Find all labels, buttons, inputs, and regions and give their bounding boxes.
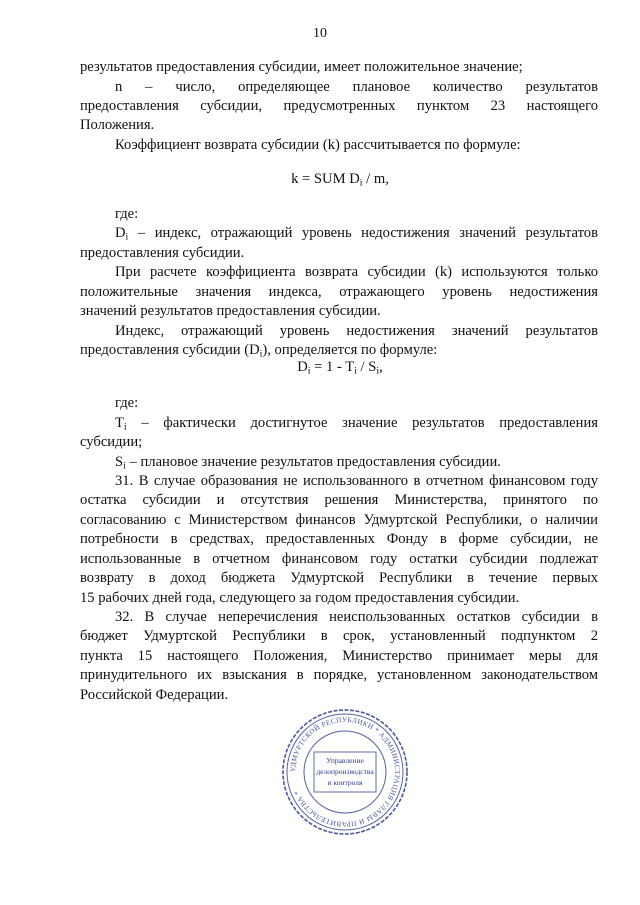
text-line: принудительного их взыскания в порядке, установленном законодательством bbox=[80, 667, 598, 683]
text-line: Индекс, отражающий уровень недостижения значений результатов bbox=[115, 323, 598, 339]
text-fragment: – индекс, отражающий уровень недостижения значений результатов bbox=[128, 225, 598, 241]
official-seal-stamp bbox=[281, 708, 409, 836]
text-line: согласованию с Министерством финансов Удмуртской Республики, о наличии bbox=[80, 512, 598, 528]
text-line: где: bbox=[115, 395, 139, 411]
text-line: остатка субсидии и отсутствия решения Министерства, принятого по bbox=[80, 492, 598, 508]
text-line bbox=[115, 414, 598, 436]
text-line: Коэффициент возврата субсидии (k) рассчитывается по формуле: bbox=[115, 137, 521, 153]
symbol-sub: i bbox=[123, 460, 126, 472]
page-number: 10 bbox=[313, 26, 327, 41]
text-line: 32. В случае неперечисления неиспользованных остатков субсидии в bbox=[115, 609, 598, 625]
text-line: При расчете коэффициента возврата субсидии (k) используются только bbox=[115, 264, 598, 280]
seal-center-line-1: Управление bbox=[326, 756, 364, 765]
text-line: возврату в доход бюджета Удмуртской Республики в течение первых bbox=[80, 570, 598, 586]
formula-d-mid: / S bbox=[356, 359, 377, 375]
formula-k bbox=[0, 170, 640, 192]
formula-d-post: , bbox=[379, 359, 383, 375]
text-line: потребности в средствах, предоставленных Фонду в форме субсидии, не bbox=[80, 531, 598, 547]
text-line: n – число, определяющее плановое количество результатов bbox=[115, 79, 598, 95]
formula-d-sub: i bbox=[354, 365, 357, 377]
text-line: положительные значения индекса, отражающего уровень недостижения bbox=[80, 284, 598, 300]
formula-d bbox=[0, 358, 640, 380]
symbol-sub: i bbox=[125, 231, 129, 243]
symbol-sub: i bbox=[259, 348, 263, 360]
formula-d-mid: = 1 - T bbox=[310, 359, 355, 375]
text-line: субсидии; bbox=[80, 434, 143, 450]
text-line: значений результатов предоставления субсидии. bbox=[80, 303, 381, 319]
seal-graphic bbox=[281, 708, 409, 836]
text-line: Положения. bbox=[80, 117, 155, 133]
text-line: использованные в отчетном финансовом году остатки субсидии подлежат bbox=[80, 551, 598, 567]
text-fragment: – плановое значение результатов предоставления субсидии. bbox=[125, 454, 501, 470]
text-fragment: предоставления субсидии (D bbox=[80, 342, 260, 358]
text-fragment: ), определяется по формуле: bbox=[262, 342, 438, 358]
formula-d-sub: i bbox=[376, 365, 380, 377]
text-line: предоставления субсидии. bbox=[80, 245, 245, 261]
formula-d-sub: i bbox=[307, 365, 311, 377]
seal-center-line-3: и контроля bbox=[327, 778, 363, 787]
text-line: Российской Федерации. bbox=[80, 687, 229, 703]
text-line: пункта 15 настоящего Положения, Министерство принимает меры для bbox=[80, 648, 598, 664]
symbol-d: D bbox=[115, 225, 126, 241]
formula-k-sub: i bbox=[359, 177, 363, 189]
text-line: где: bbox=[115, 206, 139, 222]
text-line: результатов предоставления субсидии, имеет положительное значение; bbox=[80, 59, 523, 75]
symbol-t: T bbox=[115, 415, 124, 431]
seal-ring-text: УДМУРТСКОЙ РЕСПУБЛИКИ * АДМИНИСТРАЦИЯ ГЛАВЫ И ПРАВИТЕЛЬСТВА * bbox=[288, 715, 402, 829]
text-line: бюджет Удмуртской Республики в срок, установленный подпунктом 2 bbox=[80, 628, 598, 644]
text-fragment: – фактически достигнутое значение результатов предоставления bbox=[126, 415, 598, 431]
text-line: предоставления субсидии, предусмотренных пунктом 23 настоящего bbox=[80, 98, 598, 114]
seal-center-line-2: делопроизводства bbox=[316, 767, 374, 776]
formula-k-pre: k = SUM D bbox=[291, 171, 360, 187]
formula-d-pre: D bbox=[297, 359, 308, 375]
symbol-s: S bbox=[115, 454, 124, 470]
text-line: 31. В случае образования не использованного в отчетном финансовом году bbox=[115, 473, 598, 489]
text-line: 15 рабочих дней года, следующего за годом предоставления субсидии. bbox=[80, 590, 520, 606]
symbol-sub: i bbox=[123, 421, 127, 433]
formula-k-post: / m, bbox=[362, 171, 389, 187]
